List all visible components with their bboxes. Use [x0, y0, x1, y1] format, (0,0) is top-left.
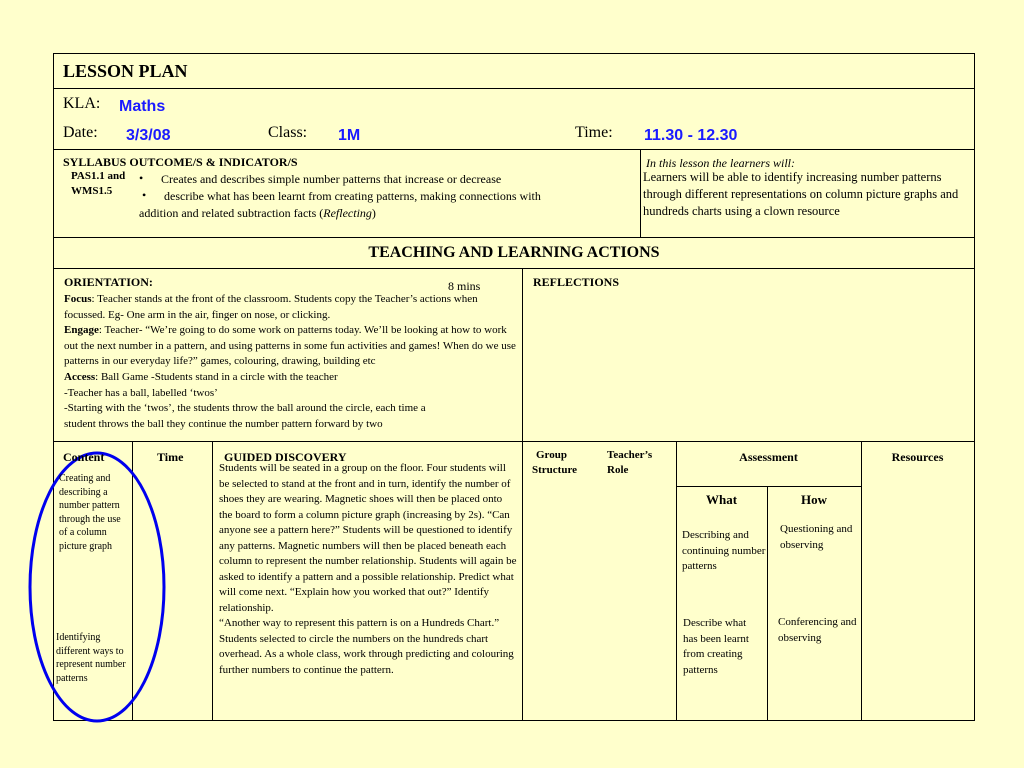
time-header: Time — [157, 450, 184, 464]
outcome-2-line-1: describe what has been learnt from creating patterns, making connections with — [164, 189, 541, 203]
assessment-header: Assessment — [739, 450, 798, 464]
time-value: 11.30 - 12.30 — [644, 127, 738, 144]
how-header: How — [801, 492, 827, 507]
access-paragraph: Access: Ball Game -Students stand in a circle with the teacher — [64, 370, 338, 383]
access-line-cut: student throws the ball they continue the number pattern forward by two — [64, 417, 383, 430]
resources-header: Resources — [891, 450, 944, 464]
engage-paragraph: Engage: Teacher- “We’re going to do some work on patterns today. We’ll be looking at how to work out the next number in a pattern, and using patterns in some fun activities and games! When do we use patterns in our everyday life?” games, colouring, drawing, building etc — [64, 324, 516, 368]
bullet-icon: • — [142, 188, 147, 202]
learners-text: Learners will be able to identify increasing number patterns through different representations on column picture graphs and hundreds charts using a clown resource — [643, 170, 959, 218]
what-header: What — [705, 492, 738, 507]
class-value: 1M — [338, 127, 361, 144]
class-label: Class: — [268, 124, 308, 141]
access-line-ball: -Teacher has a ball, labelled ‘twos’ — [64, 386, 218, 399]
kla-label: KLA: — [63, 95, 101, 112]
group-header-1: Group — [536, 449, 567, 461]
orientation-heading: ORIENTATION: — [64, 275, 153, 289]
content-item-1: Creating and describing a number pattern through the use of a column picture graph — [59, 473, 121, 552]
assessment-how-1: Questioning and observing — [780, 523, 853, 551]
assessment-what-2: Describe what has been learnt from creating patterns — [683, 617, 749, 676]
orientation-body — [64, 292, 516, 441]
role-header-2: Role — [607, 464, 629, 476]
page-title: LESSON PLAN — [63, 61, 188, 81]
tla-heading: TEACHING AND LEARNING ACTIONS — [368, 244, 660, 261]
assessment-what-1: Describing and continuing number patterns — [682, 529, 766, 572]
focus-paragraph: Focus: Teacher stands at the front of the classroom. Students copy the Teacher’s actions when focussed. Eg- One arm in the air, finger on nose, or clicking. — [64, 293, 478, 321]
bullet-icon: • — [139, 171, 144, 185]
time-label: Time: — [575, 124, 613, 141]
syllabus-code-1: PAS1.1 and — [71, 170, 126, 182]
date-label: Date: — [63, 124, 98, 141]
orientation-time: 8 mins — [448, 279, 481, 293]
outcome-2-line-2: addition and related subtraction facts (Reflecting) — [139, 206, 376, 220]
date-value: 3/3/08 — [126, 127, 171, 144]
content-item-2: Identifying different ways to represent number patterns — [56, 632, 126, 684]
content-header: Content — [63, 450, 105, 464]
guided-header: GUIDED DISCOVERY — [224, 450, 347, 464]
access-line-start: -Starting with the ‘twos’, the students throw the ball around the circle, each time a — [64, 402, 426, 415]
group-header-2: Structure — [532, 464, 578, 476]
kla-value: Maths — [119, 98, 166, 115]
outcome-1: Creates and describes simple number patterns that increase or decrease — [161, 172, 502, 186]
assessment-how-2: Conferencing and observing — [778, 616, 857, 644]
role-header-1: Teacher’s — [607, 449, 653, 461]
learners-heading: In this lesson the learners will: — [646, 156, 795, 170]
syllabus-code-2: WMS1.5 — [71, 185, 113, 197]
reflections-heading: REFLECTIONS — [533, 275, 620, 289]
syllabus-heading: SYLLABUS OUTCOME/S & INDICATOR/S — [63, 155, 298, 169]
guided-discovery-text: Students will be seated in a group on the floor. Four students will be selected to stand at the front and in turn, identify the number of shoes they are wearing. Magnetic shoes will then be placed onto the board to form a column picture graph (increasing by 2s). “Can anyone see a pattern here?” Students will be questioned to identify any patterns. Magnetic numbers will then be placed beneath each column to represent the number relationship. Students will again be asked to identify a pattern and a possible relationship. Predict what will come next. “Explain how you worked that out?” Identify relationship. “Another way to represent this pattern is on a Hundreds Chart.” Students selected to circle the numbers on the hundreds chart overhead. As a whole class, work through predicting and colouring further numbers to continue the pattern. — [219, 462, 517, 676]
